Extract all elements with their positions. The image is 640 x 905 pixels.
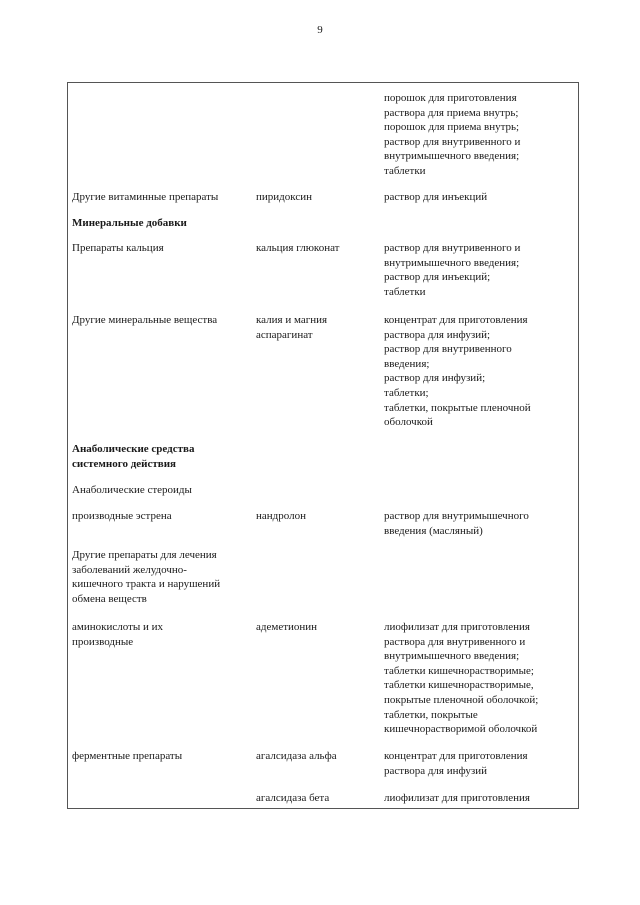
text-line: ферментные препараты [72,750,183,762]
text-line: адеметионин [256,621,318,633]
text-line: раствор для инъекций [384,191,488,203]
text-line: агалсидаза бета [256,792,330,804]
text-line: Анаболические средства [72,443,195,455]
text-line: раствора для инфузий [384,764,487,777]
group-name-cell [72,190,218,205]
text-line: пиридоксин [256,191,312,203]
section-heading [72,216,187,231]
text-line: кальция глюконат [256,242,340,254]
text-line: концентрат для приготовления [384,750,528,762]
text-line: системного действия [72,457,176,470]
text-line: раствор для внутривенного и [384,135,521,148]
text-line: порошок для приготовления [384,92,517,104]
text-line: раствор для внутривенного [384,343,512,356]
text-line: калия и магния [256,314,328,326]
text-line: раствор для внутривенного и [384,242,521,254]
drug-name-cell [256,190,312,205]
text-line: таблетки [384,164,426,177]
text-line: заболеваний желудочно- [72,563,187,576]
text-line: агалсидаза альфа [256,750,337,762]
drug-name-cell [256,749,337,764]
text-line: Препараты кальция [72,242,164,254]
text-line: раствор для инфузий; [384,372,486,385]
dosage-form-cell [384,91,520,179]
subgroup-heading [72,548,220,606]
text-line: кишечнорастворимой оболочкой [384,723,538,736]
group-name-cell [72,313,217,328]
group-name-cell [72,620,163,649]
text-line: производные эстрена [72,510,172,522]
text-line: внутримышечного введения; [384,256,520,269]
text-line: аспарагинат [256,328,313,341]
text-line: порошок для приема внутрь; [384,121,520,134]
text-line: нандролон [256,510,306,522]
text-line: раствор для инъекций; [384,271,491,284]
dosage-form-cell [384,791,530,806]
text-line: Анаболические стероиды [72,484,192,496]
text-line: таблетки [384,285,426,298]
drug-name-cell [256,620,317,635]
drug-name-cell [256,791,329,806]
dosage-form-cell [384,509,529,538]
text-line: лиофилизат для приготовления [384,792,530,804]
page-number: 9 [317,24,323,36]
drug-name-cell [256,241,339,256]
text-line: кишечного тракта и нарушений [72,578,221,591]
dosage-form-cell [384,241,520,299]
text-line: раствора для инфузий; [384,328,491,341]
group-name-cell [72,241,164,256]
text-line: производные [72,635,134,648]
text-line: таблетки, покрытые [384,708,478,721]
drug-name-cell [256,509,306,524]
text-line: внутримышечного введения; [384,150,520,163]
drug-name-cell [256,313,327,342]
text-line: раствора для внутривенного и [384,635,526,648]
text-line: оболочкой [384,416,433,429]
group-name-cell [72,509,172,524]
text-line: введения (масляный) [384,524,483,537]
text-line: таблетки; [384,386,429,399]
text-line: Другие препараты для лечения [72,549,217,561]
dosage-form-cell [384,749,528,778]
text-line: раствор для внутримышечного [384,510,529,522]
text-line: введения; [384,357,430,370]
text-line: аминокислоты и их [72,621,164,633]
dosage-form-cell [384,313,531,430]
dosage-form-cell [384,190,487,205]
text-line: таблетки кишечнорастворимые; [384,664,534,677]
text-line: Другие минеральные вещества [72,314,218,326]
text-line: обмена веществ [72,592,147,605]
text-line: таблетки, покрытые пленочной [384,401,531,414]
group-name-cell [72,749,182,764]
subgroup-heading [72,483,192,498]
text-line: лиофилизат для приготовления [384,621,530,633]
text-line: раствора для приема внутрь; [384,106,519,119]
text-line: покрытые пленочной оболочкой; [384,693,539,706]
dosage-form-cell [384,620,538,737]
text-line: таблетки кишечнорастворимые, [384,679,534,692]
text-line: Другие витаминные препараты [72,191,219,203]
text-line: концентрат для приготовления [384,314,528,326]
text-line: внутримышечного введения; [384,650,520,663]
section-heading [72,442,194,471]
text-line: Минеральные добавки [72,217,187,229]
